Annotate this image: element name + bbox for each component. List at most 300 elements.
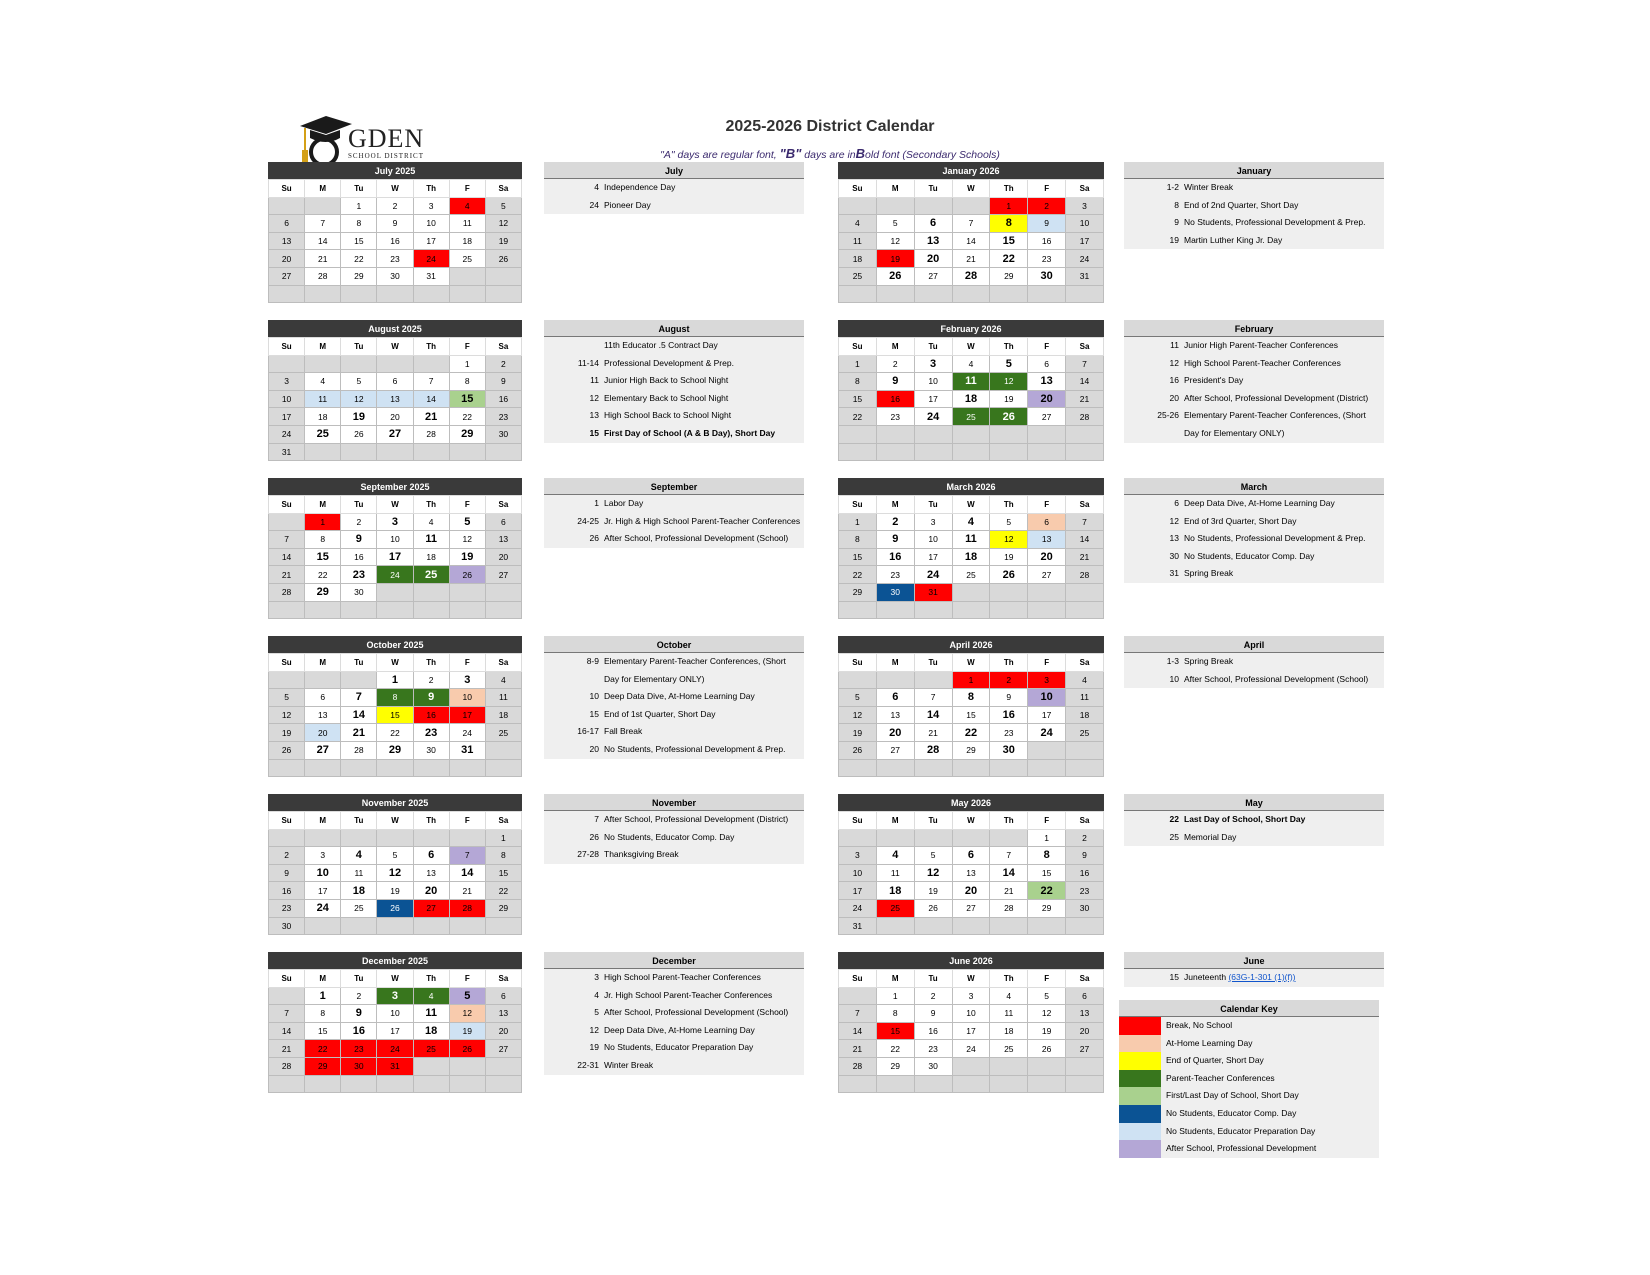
calendar-day: 17 — [377, 1022, 413, 1040]
event-text: After School, Professional Development (School) — [604, 533, 789, 544]
calendar-day: 3 — [377, 513, 413, 531]
calendar-day: 31 — [839, 917, 877, 935]
calendar-empty-cell — [914, 443, 952, 461]
calendar-day: 3 — [269, 373, 305, 391]
calendar-day: 29 — [990, 267, 1028, 285]
calendar-day: 3 — [914, 513, 952, 531]
event-date: 12 — [1169, 357, 1179, 368]
calendar-day: 9 — [341, 531, 377, 549]
event-row — [544, 355, 804, 373]
calendar-day: 5 — [990, 513, 1028, 531]
event-date: 26 — [589, 831, 599, 842]
calendar-empty-cell — [839, 671, 877, 689]
calendar-day: 12 — [839, 706, 877, 724]
event-row — [544, 197, 804, 215]
calendar-day: 5 — [269, 689, 305, 707]
weekday-header: Tu — [341, 180, 377, 198]
event-text: Juneteenth (63G-1-301 (1)(f)) — [1184, 972, 1296, 982]
calendar-day: 8 — [485, 847, 521, 865]
event-row — [544, 706, 804, 724]
weekday-header: Tu — [341, 654, 377, 672]
calendar-day: 26 — [839, 741, 877, 759]
calendar-day: 4 — [876, 847, 914, 865]
weekday-header: Sa — [1066, 496, 1104, 514]
weekday-header: Th — [413, 180, 449, 198]
month-grid — [268, 495, 522, 619]
calendar-day: 22 — [952, 724, 990, 742]
month-calendar — [838, 320, 1104, 461]
calendar-empty-cell — [1066, 285, 1104, 303]
calendar-empty-cell — [914, 425, 952, 443]
event-list-title: November — [544, 794, 804, 811]
month-event-list — [544, 952, 804, 1075]
calendar-empty-cell — [269, 513, 305, 531]
calendar-day: 16 — [1066, 864, 1104, 882]
weekday-header: Su — [839, 338, 877, 356]
calendar-empty-cell — [1066, 601, 1104, 619]
calendar-empty-cell — [952, 443, 990, 461]
event-row — [1124, 197, 1384, 215]
calendar-day: 26 — [269, 741, 305, 759]
calendar-day: 30 — [341, 1057, 377, 1075]
calendar-empty-cell — [305, 917, 341, 935]
calendar-empty-cell — [341, 601, 377, 619]
calendar-day: 21 — [1066, 390, 1104, 408]
key-label: No Students, Educator Preparation Day — [1166, 1125, 1316, 1136]
calendar-day: 23 — [1066, 882, 1104, 900]
calendar-day: 27 — [269, 267, 305, 285]
event-row — [1124, 653, 1384, 671]
event-text: End of 1st Quarter, Short Day — [604, 708, 716, 719]
calendar-empty-cell — [305, 601, 341, 619]
calendar-empty-cell — [449, 285, 485, 303]
calendar-empty-cell — [839, 285, 877, 303]
calendar-day: 8 — [341, 215, 377, 233]
calendar-empty-cell — [1066, 741, 1104, 759]
calendar-day: 31 — [377, 1057, 413, 1075]
calendar-empty-cell — [990, 425, 1028, 443]
event-row — [1124, 390, 1384, 408]
calendar-day: 11 — [413, 1005, 449, 1023]
calendar-day: 19 — [485, 232, 521, 250]
calendar-day: 28 — [952, 267, 990, 285]
calendar-day: 11 — [485, 689, 521, 707]
calendar-day: 25 — [876, 899, 914, 917]
calendar-empty-cell — [449, 443, 485, 461]
event-text: Elementary Back to School Night — [604, 392, 729, 403]
calendar-empty-cell — [413, 917, 449, 935]
weekday-header: W — [952, 654, 990, 672]
calendar-day: 13 — [269, 232, 305, 250]
calendar-day: 29 — [1028, 899, 1066, 917]
calendar-day: 1 — [839, 355, 877, 373]
event-date: 20 — [1169, 392, 1179, 403]
event-row — [544, 530, 804, 548]
calendar-day: 14 — [449, 864, 485, 882]
calendar-day: 29 — [839, 583, 877, 601]
key-label: Parent-Teacher Conferences — [1166, 1072, 1275, 1083]
calendar-day: 28 — [269, 1057, 305, 1075]
calendar-day: 15 — [377, 706, 413, 724]
calendar-day: 20 — [269, 250, 305, 268]
weekday-header: M — [305, 970, 341, 988]
weekday-header: Th — [990, 180, 1028, 198]
event-row — [544, 671, 804, 689]
calendar-empty-cell — [269, 759, 305, 777]
calendar-day: 8 — [839, 373, 877, 391]
calendar-day: 20 — [413, 882, 449, 900]
calendar-day: 28 — [341, 741, 377, 759]
calendar-day: 25 — [413, 566, 449, 584]
event-text: Professional Development & Prep. — [604, 357, 734, 368]
statute-link[interactable]: (63G-1-301 (1)(f)) — [1228, 972, 1296, 982]
calendar-day: 3 — [1066, 197, 1104, 215]
weekday-header: Tu — [341, 338, 377, 356]
calendar-empty-cell — [876, 425, 914, 443]
calendar-day: 15 — [305, 1022, 341, 1040]
calendar-empty-cell — [914, 759, 952, 777]
calendar-empty-cell — [839, 425, 877, 443]
calendar-empty-cell — [485, 601, 521, 619]
event-list-title: September — [544, 478, 804, 495]
calendar-day: 21 — [952, 250, 990, 268]
weekday-header: Th — [990, 812, 1028, 830]
calendar-day: 24 — [305, 899, 341, 917]
event-date: 7 — [594, 814, 599, 824]
calendar-empty-cell — [952, 829, 990, 847]
calendar-day: 31 — [449, 741, 485, 759]
weekday-header: Sa — [1066, 654, 1104, 672]
calendar-day: 22 — [485, 882, 521, 900]
calendar-day: 25 — [1066, 724, 1104, 742]
calendar-day: 14 — [305, 232, 341, 250]
calendar-empty-cell — [341, 443, 377, 461]
month-calendar-title: August 2025 — [268, 320, 522, 337]
calendar-day: 2 — [990, 671, 1028, 689]
weekday-header: W — [952, 338, 990, 356]
subtitle-mid: days are in — [804, 149, 856, 161]
calendar-day: 7 — [341, 689, 377, 707]
calendar-empty-cell — [1066, 583, 1104, 601]
calendar-day: 7 — [1066, 513, 1104, 531]
calendar-day: 2 — [876, 513, 914, 531]
calendar-day: 18 — [876, 882, 914, 900]
month-grid — [838, 179, 1104, 303]
calendar-empty-cell — [485, 759, 521, 777]
calendar-day: 29 — [449, 425, 485, 443]
event-text: Memorial Day — [1184, 831, 1237, 842]
calendar-empty-cell — [269, 197, 305, 215]
calendar-day: 27 — [1028, 408, 1066, 426]
calendar-day: 2 — [485, 355, 521, 373]
calendar-empty-cell — [485, 1057, 521, 1075]
weekday-header: Su — [839, 812, 877, 830]
calendar-day: 13 — [1028, 373, 1066, 391]
key-label: After School, Professional Development — [1166, 1143, 1317, 1154]
calendar-day: 24 — [839, 899, 877, 917]
calendar-day: 2 — [876, 355, 914, 373]
event-row — [1124, 232, 1384, 250]
calendar-day: 18 — [839, 250, 877, 268]
calendar-empty-cell — [485, 583, 521, 601]
calendar-empty-cell — [952, 425, 990, 443]
calendar-day: 14 — [914, 706, 952, 724]
event-row — [544, 513, 804, 531]
calendar-empty-cell — [341, 759, 377, 777]
weekday-header: Su — [839, 654, 877, 672]
event-row — [1124, 811, 1384, 829]
month-calendar — [268, 478, 522, 619]
calendar-empty-cell — [914, 197, 952, 215]
calendar-day: 19 — [449, 548, 485, 566]
calendar-empty-cell — [305, 443, 341, 461]
calendar-empty-cell — [269, 1075, 305, 1093]
calendar-empty-cell — [449, 1075, 485, 1093]
event-date: 24-25 — [577, 515, 599, 526]
event-text: Junior High Parent-Teacher Conferences — [1184, 340, 1339, 350]
event-date: 25-26 — [1157, 410, 1179, 421]
event-date: 20 — [589, 743, 599, 754]
weekday-header: M — [305, 654, 341, 672]
calendar-empty-cell — [914, 671, 952, 689]
calendar-day: 7 — [305, 215, 341, 233]
calendar-day: 9 — [377, 215, 413, 233]
calendar-empty-cell — [341, 671, 377, 689]
event-date: 19 — [1169, 234, 1179, 245]
event-text: Spring Break — [1184, 656, 1234, 666]
calendar-day: 29 — [485, 899, 521, 917]
event-date: 25 — [1169, 831, 1179, 842]
calendar-day: 6 — [1028, 513, 1066, 531]
calendar-day: 7 — [952, 215, 990, 233]
calendar-day: 5 — [839, 689, 877, 707]
calendar-day: 23 — [485, 408, 521, 426]
calendar-day: 15 — [341, 232, 377, 250]
calendar-day: 12 — [485, 215, 521, 233]
calendar-day: 11 — [449, 215, 485, 233]
month-event-list — [544, 794, 804, 864]
calendar-empty-cell — [449, 1057, 485, 1075]
calendar-empty-cell — [485, 741, 521, 759]
event-list-title: July — [544, 162, 804, 179]
event-date: 22-31 — [577, 1059, 599, 1070]
weekday-header: W — [377, 812, 413, 830]
calendar-empty-cell — [1066, 443, 1104, 461]
calendar-empty-cell — [876, 285, 914, 303]
weekday-header: Tu — [914, 496, 952, 514]
calendar-day: 20 — [485, 548, 521, 566]
calendar-day: 22 — [305, 566, 341, 584]
calendar-day: 30 — [914, 1057, 952, 1075]
key-row — [1119, 1035, 1379, 1053]
calendar-day: 28 — [839, 1057, 877, 1075]
calendar-day: 11 — [305, 390, 341, 408]
calendar-day: 31 — [1066, 267, 1104, 285]
calendar-empty-cell — [269, 285, 305, 303]
calendar-day: 8 — [377, 689, 413, 707]
event-row — [1124, 548, 1384, 566]
month-calendar-title: January 2026 — [838, 162, 1104, 179]
calendar-empty-cell — [1028, 759, 1066, 777]
calendar-empty-cell — [341, 829, 377, 847]
event-date: 8 — [1174, 199, 1179, 210]
calendar-empty-cell — [341, 285, 377, 303]
event-row — [544, 987, 804, 1005]
calendar-empty-cell — [377, 355, 413, 373]
weekday-header: W — [952, 180, 990, 198]
event-text: No Students, Educator Comp. Day — [604, 831, 735, 842]
event-date: 1 — [594, 498, 599, 508]
weekday-header: Sa — [1066, 180, 1104, 198]
calendar-day: 1 — [377, 671, 413, 689]
weekday-header: F — [1028, 496, 1066, 514]
calendar-day: 22 — [876, 1040, 914, 1058]
calendar-empty-cell — [952, 1057, 990, 1075]
calendar-day: 21 — [839, 1040, 877, 1058]
calendar-day: 7 — [1066, 355, 1104, 373]
key-row — [1119, 1140, 1379, 1158]
event-date: 1-3 — [1166, 656, 1179, 666]
weekday-header: Sa — [485, 970, 521, 988]
event-text: Deep Data Dive, At-Home Learning Day — [1184, 498, 1335, 508]
event-row — [544, 372, 804, 390]
calendar-day: 2 — [377, 197, 413, 215]
calendar-day: 24 — [1066, 250, 1104, 268]
calendar-day: 5 — [914, 847, 952, 865]
month-calendar — [268, 952, 522, 1093]
calendar-day: 18 — [952, 548, 990, 566]
month-event-list — [1124, 320, 1384, 443]
event-text: Jr. High School Parent-Teacher Conferences — [604, 989, 773, 1000]
calendar-day: 16 — [914, 1022, 952, 1040]
event-row — [1124, 565, 1384, 583]
calendar-day: 25 — [952, 566, 990, 584]
event-text: After School, Professional Development (School) — [1184, 673, 1369, 684]
month-grid — [838, 337, 1104, 461]
calendar-day: 19 — [341, 408, 377, 426]
calendar-key — [1119, 1000, 1379, 1158]
event-row — [544, 723, 804, 741]
calendar-empty-cell — [990, 829, 1028, 847]
calendar-day: 28 — [305, 267, 341, 285]
event-list-title: December — [544, 952, 804, 969]
month-grid — [838, 495, 1104, 619]
month-calendar-title: December 2025 — [268, 952, 522, 969]
calendar-empty-cell — [449, 601, 485, 619]
calendar-empty-cell — [839, 601, 877, 619]
weekday-header: Th — [990, 970, 1028, 988]
event-row — [1124, 407, 1384, 425]
calendar-day: 16 — [876, 548, 914, 566]
calendar-empty-cell — [914, 285, 952, 303]
weekday-header: M — [305, 338, 341, 356]
calendar-day: 30 — [341, 583, 377, 601]
event-date: 1-2 — [1166, 182, 1179, 192]
calendar-empty-cell — [914, 917, 952, 935]
key-label: First/Last Day of School, Short Day — [1166, 1090, 1299, 1101]
calendar-day: 28 — [1066, 408, 1104, 426]
calendar-day: 13 — [413, 864, 449, 882]
event-date: 19 — [589, 1042, 599, 1053]
calendar-empty-cell — [1028, 917, 1066, 935]
weekday-header: Sa — [1066, 812, 1104, 830]
calendar-day: 19 — [914, 882, 952, 900]
calendar-day: 1 — [876, 987, 914, 1005]
calendar-empty-cell — [377, 1075, 413, 1093]
calendar-day: 18 — [413, 1022, 449, 1040]
calendar-day: 13 — [952, 864, 990, 882]
calendar-day: 5 — [485, 197, 521, 215]
calendar-day: 19 — [449, 1022, 485, 1040]
calendar-day: 6 — [952, 847, 990, 865]
key-swatch — [1119, 1087, 1161, 1105]
weekday-header: M — [305, 496, 341, 514]
calendar-day: 12 — [377, 864, 413, 882]
calendar-day: 21 — [449, 882, 485, 900]
calendar-day: 30 — [1066, 899, 1104, 917]
calendar-empty-cell — [876, 443, 914, 461]
event-date: 4 — [594, 182, 599, 192]
calendar-day: 23 — [341, 1040, 377, 1058]
logo-text: GDEN — [348, 124, 425, 153]
event-text: First Day of School (A & B Day), Short Day — [604, 427, 776, 438]
key-row — [1119, 1070, 1379, 1088]
month-calendar-title: June 2026 — [838, 952, 1104, 969]
weekday-header: Su — [269, 496, 305, 514]
event-row — [544, 425, 804, 443]
calendar-day: 17 — [1066, 232, 1104, 250]
key-swatch — [1119, 1052, 1161, 1070]
calendar-day: 12 — [449, 531, 485, 549]
calendar-day: 20 — [377, 408, 413, 426]
event-date: 15 — [1169, 972, 1179, 982]
calendar-day: 9 — [990, 689, 1028, 707]
calendar-day: 9 — [341, 1005, 377, 1023]
key-label: Break, No School — [1166, 1020, 1233, 1030]
calendar-day: 15 — [1028, 864, 1066, 882]
event-row — [1124, 372, 1384, 390]
event-text: High School Parent-Teacher Conferences — [604, 972, 761, 982]
calendar-empty-cell — [1066, 425, 1104, 443]
event-text: End of 2nd Quarter, Short Day — [1184, 199, 1299, 210]
calendar-day: 7 — [839, 1005, 877, 1023]
calendar-empty-cell — [990, 285, 1028, 303]
calendar-empty-cell — [876, 917, 914, 935]
subtitle-a: "A" days are regular font, — [660, 149, 777, 161]
key-swatch — [1119, 1035, 1161, 1053]
calendar-day: 30 — [269, 917, 305, 935]
weekday-header: Th — [413, 654, 449, 672]
month-event-list — [544, 162, 804, 214]
calendar-empty-cell — [269, 829, 305, 847]
calendar-day: 22 — [1028, 882, 1066, 900]
page-title: 2025-2026 District Calendar — [725, 118, 935, 135]
event-date: 16 — [1169, 375, 1179, 386]
event-text: Spring Break — [1184, 568, 1234, 579]
month-grid — [838, 969, 1104, 1093]
calendar-day: 18 — [341, 882, 377, 900]
calendar-day: 26 — [1028, 1040, 1066, 1058]
weekday-header: M — [876, 180, 914, 198]
event-row — [1124, 969, 1384, 987]
calendar-day: 2 — [341, 513, 377, 531]
calendar-empty-cell — [1028, 1075, 1066, 1093]
event-list-title: April — [1124, 636, 1384, 653]
weekday-header: F — [449, 496, 485, 514]
calendar-day: 30 — [485, 425, 521, 443]
calendar-empty-cell — [341, 355, 377, 373]
calendar-day: 17 — [914, 390, 952, 408]
